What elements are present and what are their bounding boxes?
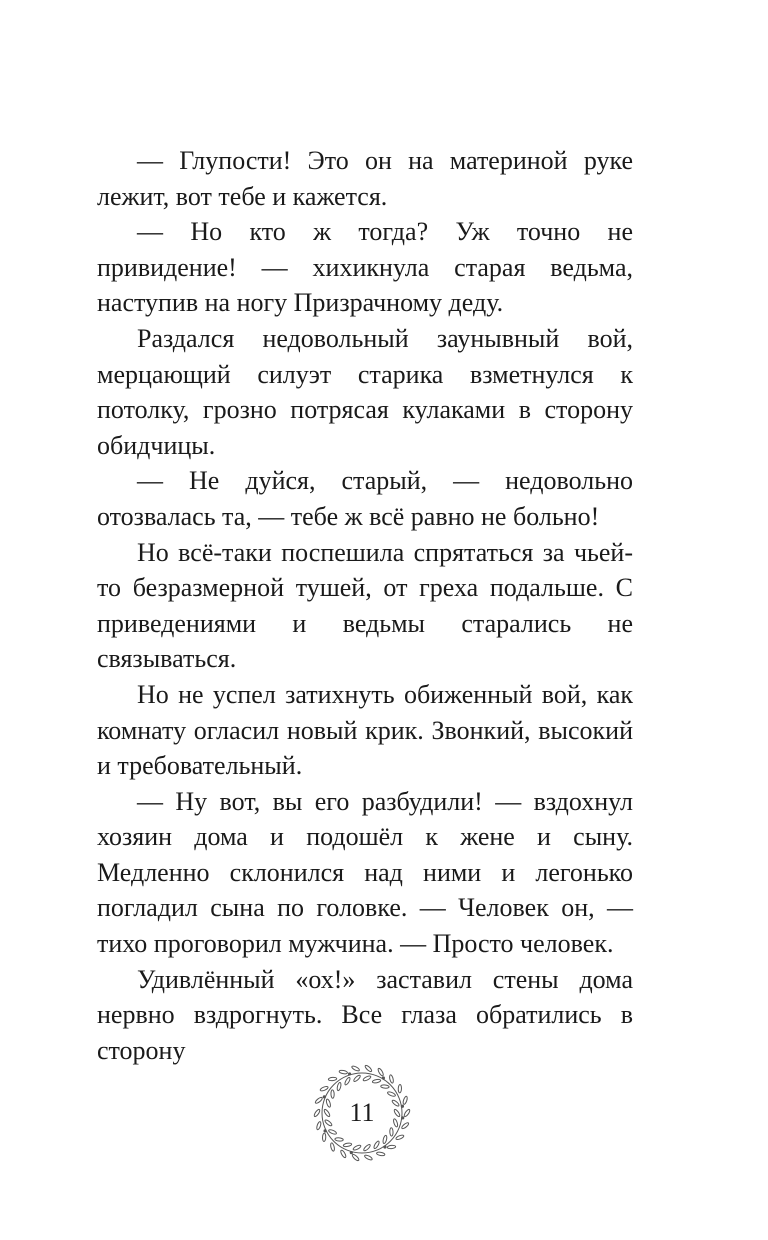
paragraph-5: Но всё-таки поспешила спрятаться за чьей-то безразмерной тушей, от греха подальше. С приведениями и ведьмы старались не связываться. xyxy=(97,537,633,674)
paragraph-8: Удивлённый «ох!» заставил стены дома нервно вздрогнуть. Все глаза обратились в сторону xyxy=(97,964,633,1065)
paragraph-6: Но не успел затихнуть обиженный вой, как комнату огласил новый крик. Звонкий, высокий и требовательный. xyxy=(97,679,633,781)
page-body xyxy=(97,143,633,1068)
paragraph-2: — Но кто ж тогда? Уж точно не привидение! — хихикнула старая ведьма, наступив на ногу Призрачному деду. xyxy=(97,217,633,318)
page-number: 11 xyxy=(349,1098,375,1127)
paragraph-4: — Не дуйся, старый, — недовольно отозвалась та, — тебе ж всё равно не больно! xyxy=(97,466,633,531)
page-number-ornament xyxy=(311,1062,413,1164)
paragraph-7: — Ну вот, вы его разбудили! — вздохнул хозяин дома и подошёл к жене и сыну. Медленно склонился над ними и легонько погладил сына по головке. — Человек он, — тихо проговорил мужчина. — Просто человек. xyxy=(97,786,633,959)
paragraph-3: Раздался недовольный заунывный вой, мерцающий силуэт старика взметнулся к потолку, грозно потрясая кулаками в сторону обидчицы. xyxy=(97,323,633,460)
paragraph-1: — Глупости! Это он на материной руке лежит, вот тебе и кажется. xyxy=(97,146,633,211)
